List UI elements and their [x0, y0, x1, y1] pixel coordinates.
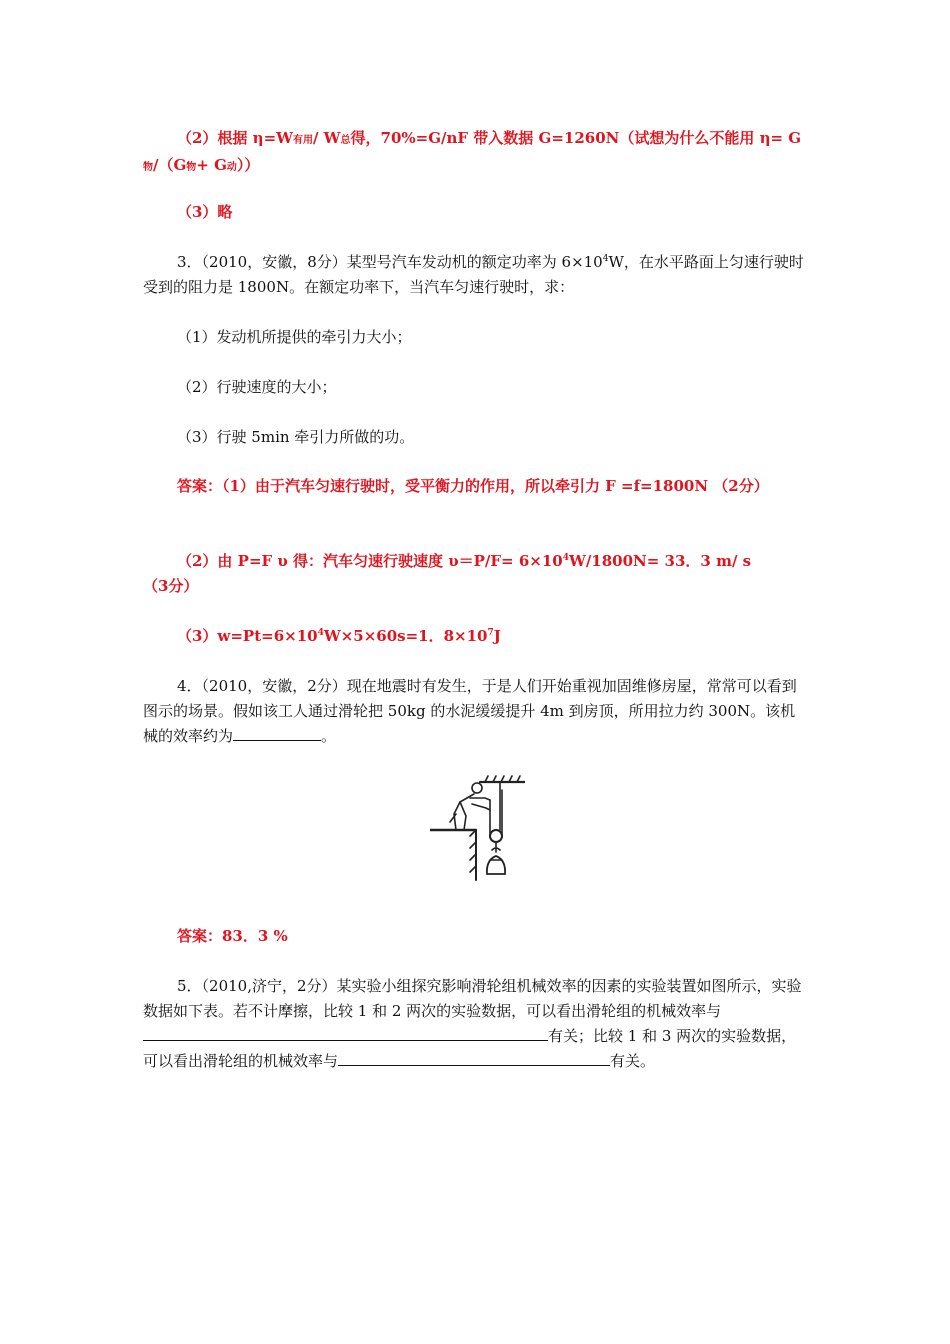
stem-text: 有关。 — [610, 1052, 656, 1070]
question-3-stem — [143, 250, 810, 300]
question-5-stem — [143, 974, 810, 1074]
stem-text: 有关；比较 1 和 3 两次的实验数据，可以看出滑轮组的机械效率与 — [143, 1027, 797, 1070]
answer-part-2 — [143, 126, 810, 180]
answer-text: W×5×60s=1．8×10 — [323, 627, 488, 645]
answer-text: ）） — [236, 156, 260, 174]
question-4-stem — [143, 674, 810, 749]
stem-text: W，在水平路面上匀速行驶时受到的阻力是 1800N。在额定功率下，当汽车匀速行驶时，求： — [143, 253, 804, 296]
answer-text: （2）由 P=F υ 得：汽车匀速行驶速度 υ＝P/F= 6×10 — [177, 552, 563, 570]
question-4-answer: 答案：83．3 % — [177, 927, 288, 945]
stem-text: 5．（2010,济宁，2分）某实验小组探究影响滑轮组机械效率的因素的实验装置如图所示，实验数据如下表。若不计摩擦，比较 1 和 2 两次的实验数据，可以看出滑轮组的机械效率与 — [143, 977, 802, 1020]
stem-text: 。 — [321, 727, 337, 745]
question-3-item-1: （1）发动机所提供的牵引力大小； — [177, 328, 412, 346]
subscript: 总 — [340, 135, 351, 146]
question-3-item-2: （2）行驶速度的大小； — [177, 378, 337, 396]
stem-text: 4．（2010，安徽，2分）现在地震时有发生，于是人们开始重视加固维修房屋，常常可以看到图示的场景。假如该工人通过滑轮把 50kg 的水泥缓缓提升 4m 到房顶，所用拉力约 300N。该机械的效率约为 — [143, 677, 797, 745]
question-3-answer-3 — [143, 624, 810, 649]
superscript: 7 — [487, 628, 494, 638]
answer-text: （3）w=Pt=6×10 — [177, 627, 318, 645]
answer-text: + G — [196, 156, 227, 174]
stem-text: 3．（2010，安徽，8分）某型号汽车发动机的额定功率为 6×10 — [177, 253, 603, 271]
answer-text: W/1800N= 33．3 m/ s （3分） — [143, 552, 797, 595]
subscript: 物 — [186, 162, 197, 173]
subscript: 有用 — [292, 135, 313, 146]
answer-blank-2[interactable] — [338, 1049, 610, 1066]
answer-text: / W — [312, 129, 341, 147]
question-3-answer-2 — [143, 549, 810, 599]
answer-text: /（G — [153, 156, 187, 174]
answer-text: 得，70%=G/nF 带入数据 G=1260N（试想为什么不能用 η= G — [350, 129, 802, 147]
answer-blank-1[interactable] — [143, 1024, 548, 1041]
superscript: 4 — [602, 254, 609, 264]
answer-text: J — [493, 627, 501, 645]
question-3-answer-1: 答案：（1）由于汽车匀速行驶时，受平衡力的作用，所以牵引力 F =f=1800N （2分） — [177, 477, 769, 495]
subscript: 物 — [143, 162, 153, 173]
answer-blank[interactable] — [233, 724, 321, 741]
pulley-worker-figure — [430, 770, 525, 885]
answer-text: （2）根据 η=W — [177, 129, 293, 147]
question-3-item-3: （3）行驶 5min 牵引力所做的功。 — [177, 428, 415, 446]
superscript: 4 — [562, 553, 569, 563]
superscript: 4 — [317, 628, 324, 638]
answer-part-3: （3）略 — [177, 203, 233, 221]
subscript: 动 — [226, 162, 237, 173]
